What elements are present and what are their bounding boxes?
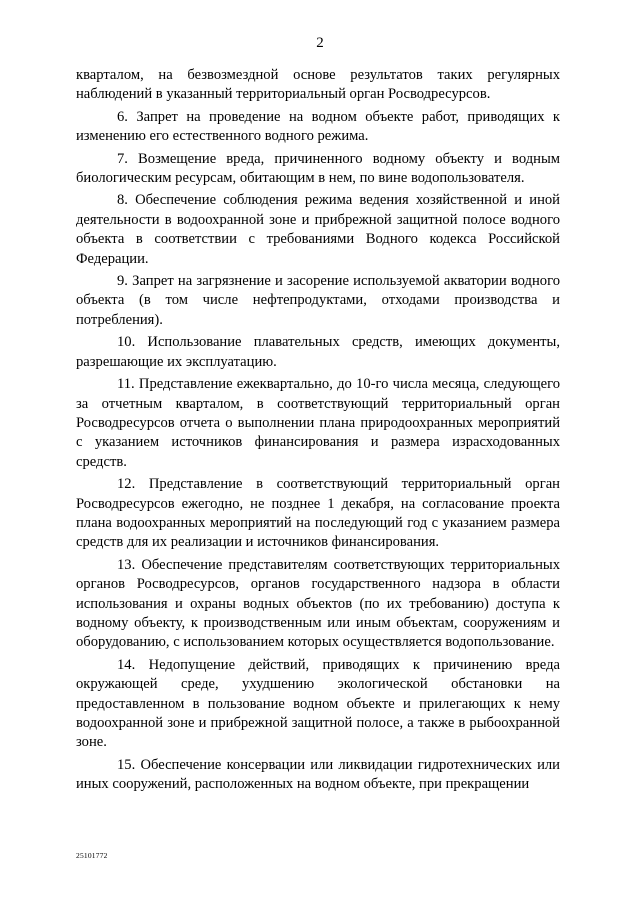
page-number: 2: [316, 35, 324, 51]
paragraph-item-11: 11. Представление ежеквартально, до 10-го числа месяца, следующего за отчетным кварталом, в соответствующий территориальный орган Росводресурсов отчета о выполнении плана природоохранных мероприятий с указанием источников финансирования и размера израсходованных средств.: [76, 376, 560, 470]
paragraph-item-8: 8. Обеспечение соблюдения режима ведения хозяйственной и иной деятельности в водоохранной зоне и прибрежной защитной полосе водного объекта в соответствии с требованиями Водного кодекса Российской Федерации.: [76, 192, 560, 267]
paragraph-item-10: 10. Использование плавательных средств, имеющих документы, разрешающие их эксплуатацию.: [76, 334, 560, 370]
paragraph-item-13: 13. Обеспечение представителям соответствующих территориальных органов Росводресурсов, органов государственного надзора в области использования и охраны водных объектов (по их требованию) доступа к водному объекту, к производственным или иным объектам, сооружениям и оборудованию, с использованием которых осуществляется водопользование.: [76, 556, 560, 651]
paragraph-item-15: 15. Обеспечение консервации или ликвидации гидротехнических или иных сооружений, расположенных на водном объекте, при прекращении: [76, 756, 560, 793]
document-body: [76, 66, 560, 798]
paragraph-item-12: 12. Представление в соответствующий территориальный орган Росводресурсов ежегодно, не позднее 1 декабря, на согласование проекта плана водоохранных мероприятий на последующий год с указанием размера средств для их реализации и источников финансирования.: [76, 476, 560, 551]
document-code: 25101772: [76, 851, 108, 860]
paragraph-item-7: 7. Возмещение вреда, причиненного водному объекту и водным биологическим ресурсам, обитающим в нем, по вине водопользователя.: [76, 150, 560, 187]
paragraph-continuation: кварталом, на безвозмездной основе результатов таких регулярных наблюдений в указанный территориальный орган Росводресурсов.: [76, 67, 560, 103]
paragraph-item-6: 6. Запрет на проведение на водном объекте работ, приводящих к изменению его естественного водного режима.: [76, 108, 560, 145]
paragraph-item-14: 14. Недопущение действий, приводящих к причинению вреда окружающей среде, ухудшению экологической обстановки на предоставленном в пользование водном объекте и прилегающих к нему водоохранной зоне и прибрежной защитной полосе, а также в рыбоохранной зоне.: [76, 656, 560, 751]
paragraph-item-9: 9. Запрет на загрязнение и засорение используемой акватории водного объекта (в том числе нефтепродуктами, отходами производства и потребления).: [76, 273, 560, 328]
